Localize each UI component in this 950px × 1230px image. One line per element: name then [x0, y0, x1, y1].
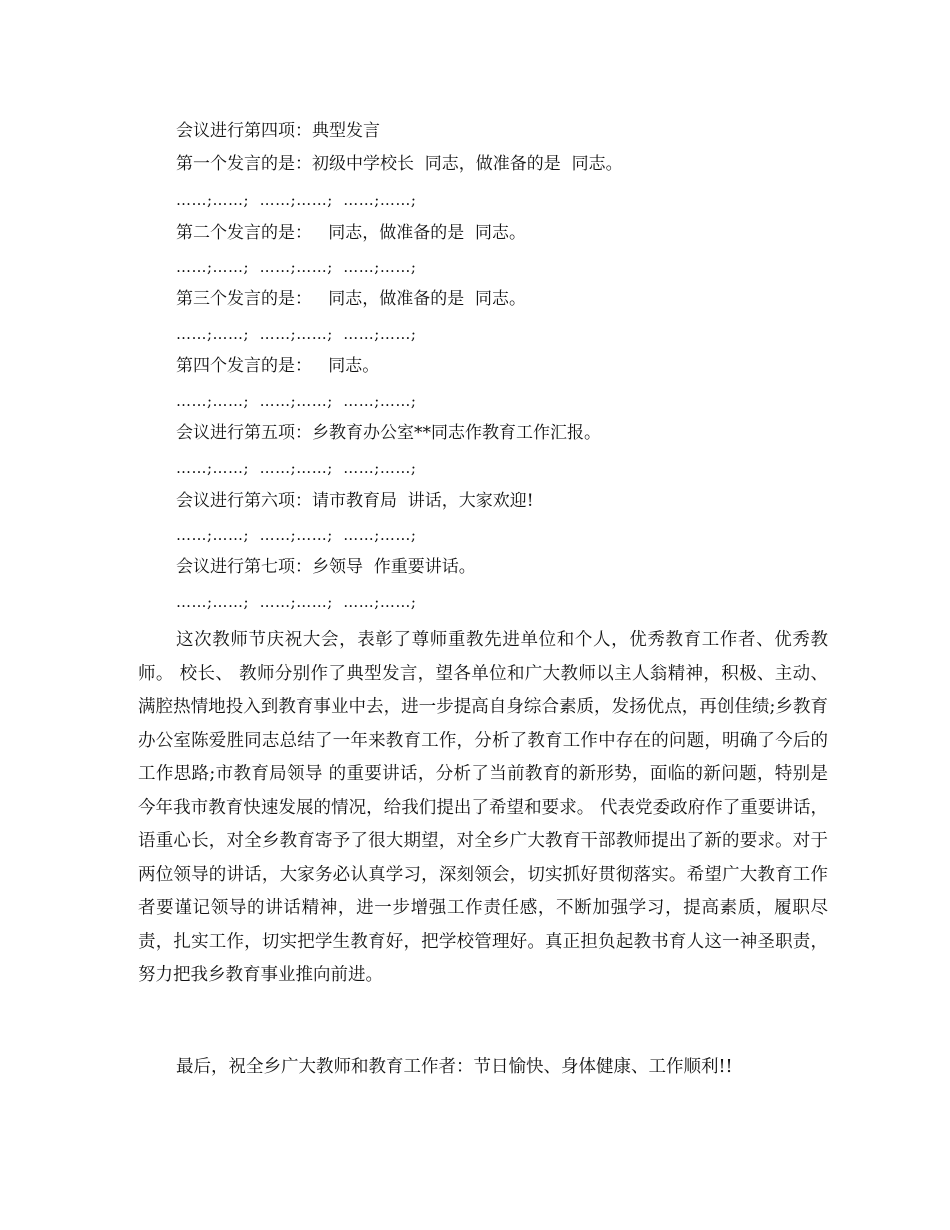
closing-line: 最后，祝全乡广大教师和教育工作者：节日愉快、身体健康、工作顺利!!: [176, 1057, 733, 1077]
ellipsis-line: ……;……; ……;……; ……;……;: [176, 258, 417, 276]
summary-paragraph: 这次教师节庆祝大会，表彰了尊师重教先进单位和个人，优秀教育工作者、优秀教师。 校长、 教师分别作了典型发言，望各单位和广大教师以主人翁精神，积极、主动、满腔热情地投入到教育事业中去，进一步提高自身综合素质，发扬优点，再创佳绩;乡教育办公室陈爱胜同志总结了一年来教育工作，分析了教育工作中存在的问题，明确了今后的工作思路;市教育局领导 的重要讲话，分析了当前教育的新形势，面临的新问题，特别是今年我市教育快速发展的情况，给我们提出了希望和要求。 代表党委政府作了重要讲话，语重心长，对全乡教育寄予了很大期望，对全乡广大教育干部教师提出了新的要求。对于两位领导的讲话，大家务必认真学习，深刻领会，切实抓好贯彻落实。希望广大教育工作者要谨记领导的讲话精神，进一步增强工作责任感，不断加强学习，提高素质，履职尽责，扎实工作，切实把学生教育好，把学校管理好。真正担负起教书育人这一神圣职责，努力把我乡教育事业推向前进。: [138, 630, 828, 985]
speaker-1-line: 第一个发言的是：初级中学校长 同志，做准备的是 同志。: [176, 154, 623, 174]
ellipsis-line: ……;……; ……;……; ……;……;: [176, 325, 417, 343]
ellipsis-line: ……;……; ……;……; ……;……;: [176, 526, 417, 544]
ellipsis-line: ……;……; ……;……; ……;……;: [176, 392, 417, 410]
speaker-2-line: 第二个发言的是： 同志，做准备的是 同志。: [176, 223, 527, 243]
ellipsis-line: ……;……; ……;……; ……;……;: [176, 459, 417, 477]
agenda-item-4-heading: 会议进行第四项：典型发言: [176, 121, 380, 141]
speaker-3-line: 第三个发言的是： 同志，做准备的是 同志。: [176, 289, 527, 309]
agenda-item-7-line: 会议进行第七项：乡领导 作重要讲话。: [176, 557, 476, 577]
agenda-item-5-line: 会议进行第五项：乡教育办公室**同志作教育工作汇报。: [176, 423, 601, 443]
agenda-item-6-line: 会议进行第六项：请市教育局 讲话，大家欢迎!: [176, 491, 534, 511]
speaker-4-line: 第四个发言的是： 同志。: [176, 356, 380, 376]
ellipsis-line: ……;……; ……;……; ……;……;: [176, 593, 417, 611]
ellipsis-line: ……;……; ……;……; ……;……;: [176, 191, 417, 209]
